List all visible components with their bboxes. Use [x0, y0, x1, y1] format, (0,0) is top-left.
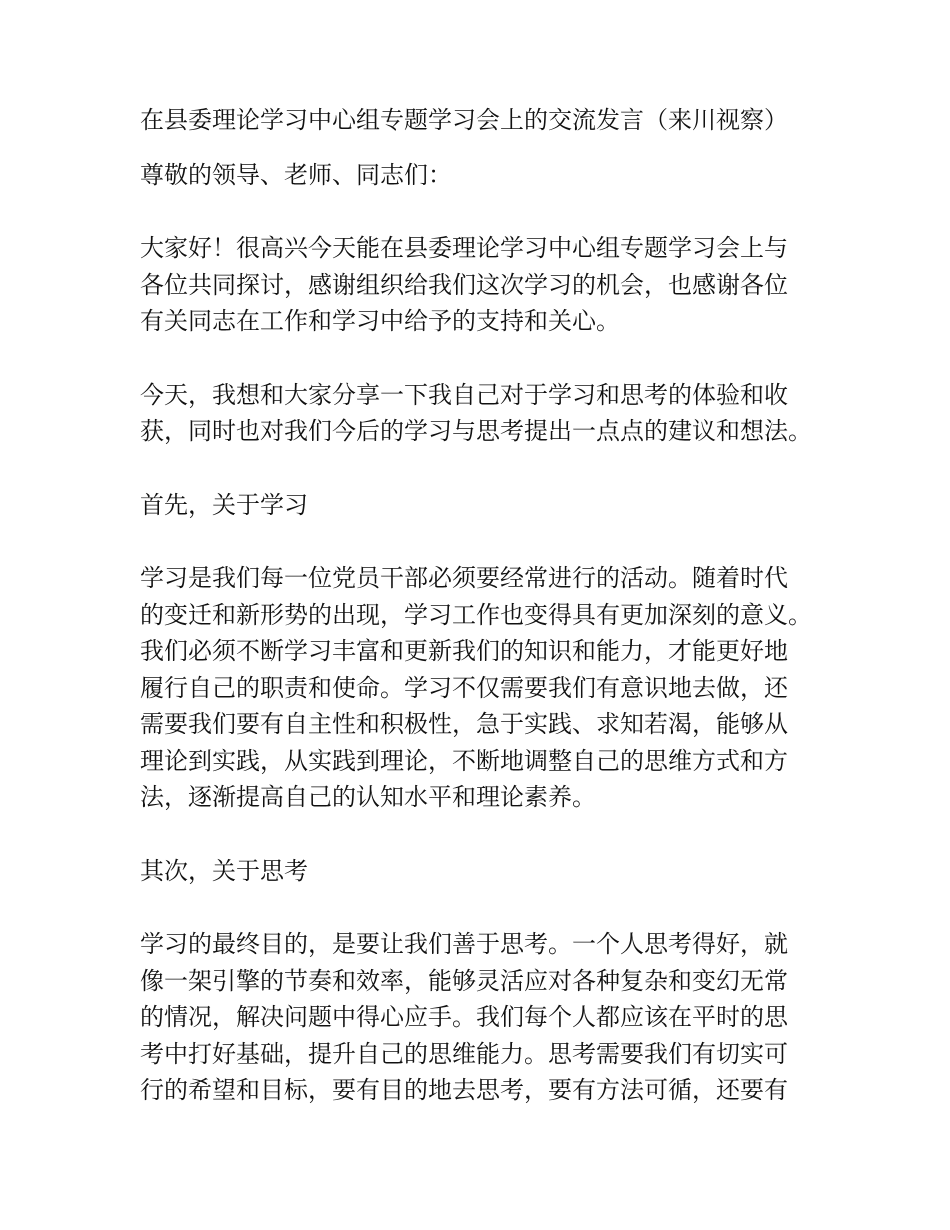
spacer: [140, 889, 820, 926]
section-heading-learning: 首先，关于学习: [140, 490, 308, 519]
spacer: [140, 523, 820, 560]
spacer: [140, 450, 820, 487]
paragraph-learning: 学习是我们每一位党员干部必须要经常进行的活动。随着时代 的变迁和新形势的出现，学习工作也变得具有更加深刻的意义。 我们必须不断学习丰富和更新我们的知识和能力，才能更好地 履行自己的职责和使命。学习不仅需要我们有意识地去做，还 需要我们要有自主性和积极性，急于实践、求知若渴，能够从 理论到实践，从实践到理论，不断地调整自己的思维方式和方 法，逐渐提高自己的认知水平和理论素养。: [140, 564, 812, 811]
salutation: 尊敬的领导、老师、同志们：: [140, 160, 452, 189]
spacer: [140, 816, 820, 853]
spacer: [140, 139, 820, 157]
spacer: [140, 193, 820, 230]
paragraph-intro: 今天，我想和大家分享一下我自己对于学习和思考的体验和收 获，同时也对我们今后的学习与思考提出一点点的建议和想法。: [140, 380, 812, 445]
document-title: 在县委理论学习中心组专题学习会上的交流发言（来川视察）: [140, 106, 788, 134]
section-heading-thinking: 其次，关于思考: [140, 856, 308, 885]
document-body: [140, 102, 820, 1109]
spacer: [140, 340, 820, 377]
paragraph-thinking: 学习的最终目的，是要让我们善于思考。一个人思考得好，就 像一架引擎的节奏和效率，能够灵活应对各种复杂和变幻无常 的情况，解决问题中得心应手。我们每个人都应该在平时的思 考中打好基础，提升自己的思维能力。思考需要我们有切实可 行的希望和目标，要有目的地去思考，要有方法可循，还要有: [140, 930, 788, 1104]
paragraph-greeting: 大家好！很高兴今天能在县委理论学习中心组专题学习会上与 各位共同探讨，感谢组织给我们这次学习的机会，也感谢各位 有关同志在工作和学习中给予的支持和关心。: [140, 234, 788, 335]
